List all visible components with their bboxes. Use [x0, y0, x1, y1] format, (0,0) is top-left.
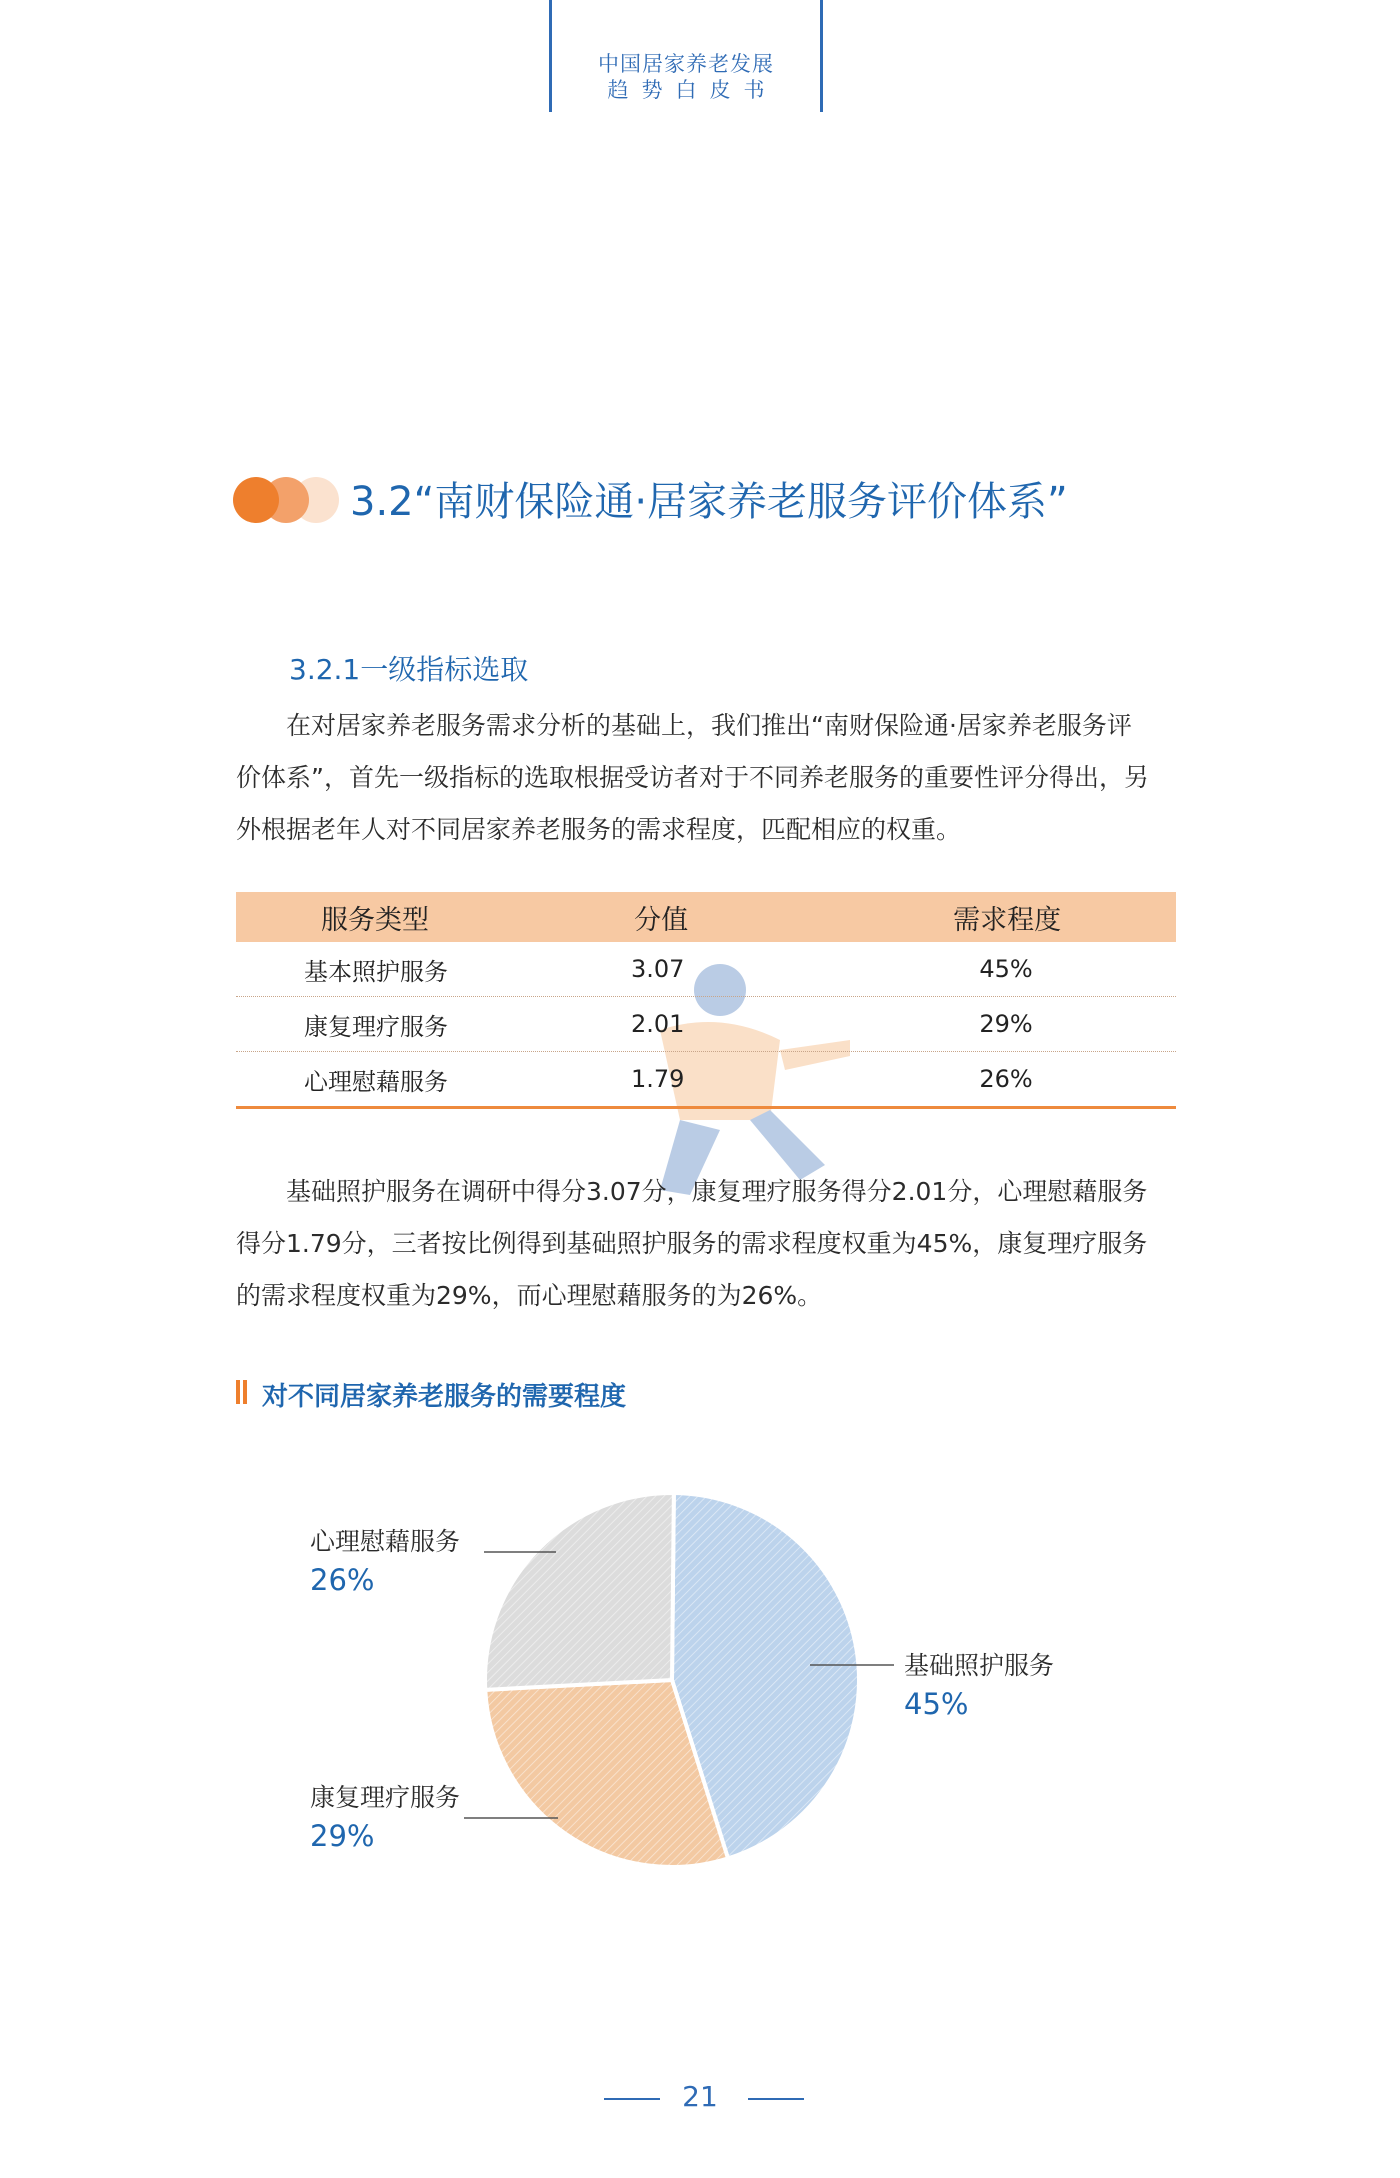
table-header-cell: 服务类型	[321, 904, 430, 936]
table-row	[236, 1052, 1176, 1109]
header-title-line1: 中国居家养老发展	[598, 52, 774, 76]
table-cell: 29%	[979, 1010, 1033, 1038]
table-cell: 康复理疗服务	[304, 1012, 448, 1041]
result-line: 得分1.79分，三者按比例得到基础照护服务的需求程度权重为45%，康复理疗服务	[236, 1229, 1148, 1258]
table-cell: 45%	[979, 955, 1033, 983]
table-header-row	[236, 892, 1176, 942]
chart-heading-marker-icon	[236, 1380, 248, 1404]
subsection-title: 3.2.1一级指标选取	[289, 653, 529, 686]
section-dots-icon	[233, 477, 343, 527]
pie-slice-label: 基础照护服务	[904, 1651, 1055, 1680]
pie-slice-label: 心理慰藉服务	[310, 1527, 461, 1556]
intro-line: 价体系”，首先一级指标的选取根据受访者对于不同养老服务的重要性评分得出，另	[236, 763, 1149, 792]
running-header	[549, 0, 823, 112]
table-row	[236, 942, 1176, 997]
section-title: 3.2“南财保险通·居家养老服务评价体系”	[350, 479, 1068, 525]
table-row	[236, 997, 1176, 1052]
pie-slice-label: 康复理疗服务	[310, 1783, 461, 1812]
result-paragraph	[236, 1166, 1176, 1322]
table-cell: 心理慰藉服务	[304, 1067, 448, 1096]
result-line: 基础照护服务在调研中得分3.07分，康复理疗服务得分2.01分，心理慰藉服务	[286, 1177, 1148, 1206]
footer-rule-right	[748, 2098, 804, 2100]
chart-title: 对不同居家养老服务的需要程度	[262, 1382, 627, 1412]
table-header-cell: 需求程度	[953, 904, 1062, 936]
table-cell: 26%	[979, 1065, 1033, 1093]
intro-paragraph	[236, 700, 1176, 856]
table-cell: 2.01	[631, 1010, 685, 1038]
intro-line: 在对居家养老服务需求分析的基础上，我们推出“南财保险通·居家养老服务评	[286, 711, 1132, 740]
footer-rule-left	[604, 2098, 660, 2100]
pie-chart	[236, 1440, 1176, 1900]
pie-slice-value: 26%	[310, 1563, 375, 1597]
header-title-line2: 趋势白皮书	[607, 78, 778, 102]
table-cell: 1.79	[631, 1065, 685, 1093]
table-header-cell: 分值	[634, 904, 689, 936]
pie-slice-value: 45%	[904, 1687, 969, 1721]
service-score-table	[236, 892, 1176, 1109]
table-cell: 基本照护服务	[304, 957, 448, 986]
page-number: 21	[682, 2080, 718, 2113]
pie-slice-value: 29%	[310, 1819, 375, 1853]
result-line: 的需求程度权重为29%，而心理慰藉服务的为26%。	[236, 1281, 823, 1310]
table-cell: 3.07	[631, 955, 685, 983]
intro-line: 外根据老年人对不同居家养老服务的需求程度，匹配相应的权重。	[236, 815, 962, 844]
pie-slice-hatch	[485, 1493, 674, 1690]
